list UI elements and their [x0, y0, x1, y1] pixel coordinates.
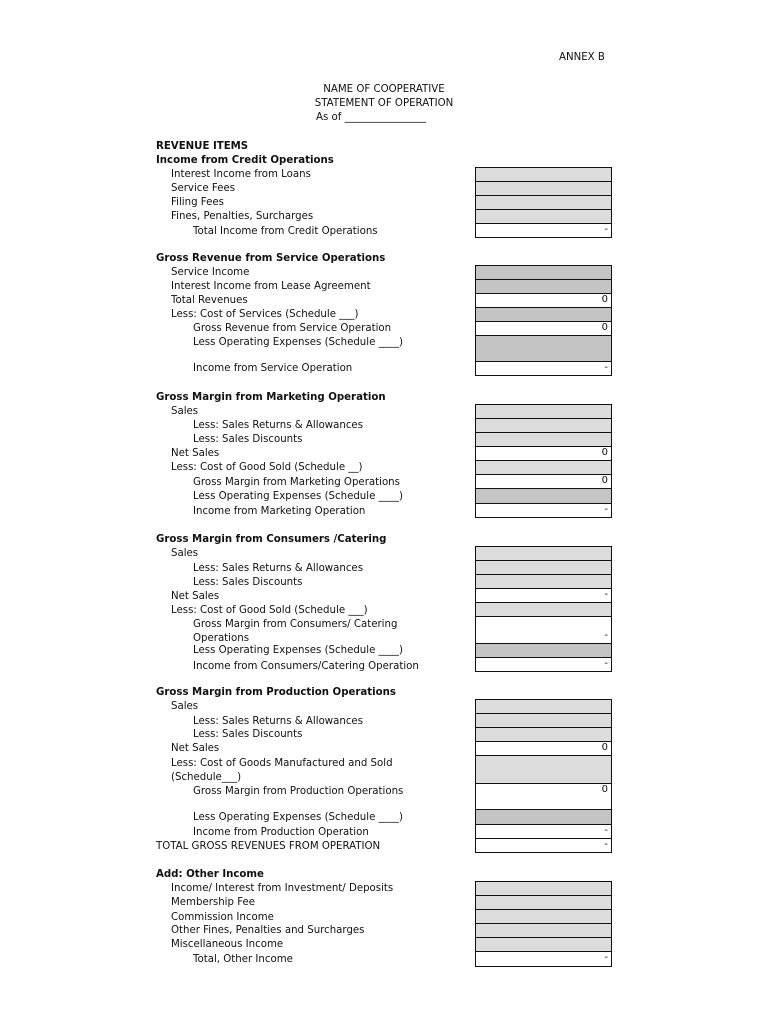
marketing-section-title: Gross Margin from Marketing Operation [156, 392, 386, 403]
consumers-section-title: Gross Margin from Consumers /Catering [156, 534, 387, 545]
service-income-cell[interactable] [475, 265, 612, 280]
total-gross-revenues-label: TOTAL GROSS REVENUES FROM OPERATION [156, 841, 381, 852]
consumers-discounts-cell[interactable] [475, 574, 612, 589]
statement-title: STATEMENT OF OPERATION [314, 98, 454, 109]
as-of-line: As of ________________ [316, 112, 427, 123]
production-net-sales-cell[interactable]: 0 [475, 741, 612, 756]
consumers-gross-label-2: Operations [193, 633, 250, 644]
production-returns-label: Less: Sales Returns & Allowances [193, 716, 364, 727]
consumers-sales-label: Sales [171, 548, 199, 559]
marketing-net-sales-cell[interactable]: 0 [475, 446, 612, 461]
credit-service-fees-label: Service Fees [171, 183, 236, 194]
consumers-returns-cell[interactable] [475, 560, 612, 575]
consumers-cogs-cell[interactable] [475, 602, 612, 617]
other-total-cell[interactable]: - [475, 951, 612, 967]
credit-filing-fees-label: Filing Fees [171, 197, 224, 208]
other-investment-label: Income/ Interest from Investment/ Deposits [171, 883, 394, 894]
consumers-cogs-label: Less: Cost of Good Sold (Schedule ___) [171, 605, 368, 616]
production-returns-cell[interactable] [475, 713, 612, 728]
other-membership-label: Membership Fee [171, 897, 256, 908]
marketing-opex-label: Less Operating Expenses (Schedule ____) [193, 491, 403, 502]
marketing-cogs-label: Less: Cost of Good Sold (Schedule __) [171, 462, 363, 473]
production-sales-label: Sales [171, 701, 199, 712]
revenue-items-heading: REVENUE ITEMS [156, 141, 249, 152]
consumers-opex-label: Less Operating Expenses (Schedule ____) [193, 645, 403, 656]
service-cost-cell[interactable] [475, 307, 612, 322]
consumers-net-sales-cell[interactable]: - [475, 588, 612, 603]
marketing-net-sales-label: Net Sales [171, 448, 220, 459]
consumers-income-cell[interactable]: - [475, 657, 612, 672]
annex-label: ANNEX B [559, 52, 605, 63]
other-misc-label: Miscellaneous Income [171, 939, 284, 950]
consumers-opex-cell[interactable] [475, 643, 612, 658]
credit-interest-label: Interest Income from Loans [171, 169, 311, 180]
marketing-sales-cell[interactable] [475, 404, 612, 419]
production-opex-label: Less Operating Expenses (Schedule ____) [193, 812, 403, 823]
marketing-income-label: Income from Marketing Operation [193, 506, 366, 517]
other-commission-cell[interactable] [475, 909, 612, 924]
production-sales-cell[interactable] [475, 699, 612, 714]
service-income-label: Service Income [171, 267, 250, 278]
service-total-revenues-label: Total Revenues [171, 295, 248, 306]
consumers-gross-label-1: Gross Margin from Consumers/ Catering [193, 619, 398, 630]
consumers-gross-cell[interactable]: - [475, 616, 612, 644]
service-lease-cell[interactable] [475, 279, 612, 294]
production-gross-cell[interactable]: 0 [475, 783, 612, 810]
production-section-title: Gross Margin from Production Operations [156, 687, 396, 698]
marketing-gross-cell[interactable]: 0 [475, 474, 612, 489]
marketing-discounts-label: Less: Sales Discounts [193, 434, 303, 445]
production-net-sales-label: Net Sales [171, 743, 220, 754]
marketing-opex-cell[interactable] [475, 488, 612, 504]
total-gross-revenues-cell[interactable]: - [475, 838, 612, 853]
other-investment-cell[interactable] [475, 881, 612, 896]
credit-total-label: Total Income from Credit Operations [193, 226, 378, 237]
credit-total-cell[interactable]: - [475, 223, 612, 238]
consumers-net-sales-label: Net Sales [171, 591, 220, 602]
credit-filing-fees-cell[interactable] [475, 195, 612, 210]
service-income-result-label: Income from Service Operation [193, 363, 353, 374]
production-cogs-label-1: Less: Cost of Goods Manufactured and Sold [171, 758, 393, 769]
marketing-income-cell[interactable]: - [475, 503, 612, 518]
credit-service-fees-cell[interactable] [475, 181, 612, 196]
credit-section-title: Income from Credit Operations [156, 155, 334, 166]
production-discounts-cell[interactable] [475, 727, 612, 742]
other-income-title: Add: Other Income [156, 869, 264, 880]
credit-fines-cell[interactable] [475, 209, 612, 224]
service-gross-label: Gross Revenue from Service Operation [193, 323, 392, 334]
other-membership-cell[interactable] [475, 895, 612, 910]
other-commission-label: Commission Income [171, 912, 274, 923]
marketing-discounts-cell[interactable] [475, 432, 612, 447]
other-total-label: Total, Other Income [193, 954, 293, 965]
marketing-gross-label: Gross Margin from Marketing Operations [193, 477, 400, 488]
production-opex-cell[interactable] [475, 809, 612, 825]
production-discounts-label: Less: Sales Discounts [193, 729, 303, 740]
consumers-sales-cell[interactable] [475, 546, 612, 561]
marketing-cogs-cell[interactable] [475, 460, 612, 475]
service-section-title: Gross Revenue from Service Operations [156, 253, 386, 264]
credit-fines-label: Fines, Penalties, Surcharges [171, 211, 314, 222]
marketing-returns-label: Less: Sales Returns & Allowances [193, 420, 364, 431]
other-fines-cell[interactable] [475, 923, 612, 938]
consumers-discounts-label: Less: Sales Discounts [193, 577, 303, 588]
marketing-returns-cell[interactable] [475, 418, 612, 433]
service-cost-label: Less: Cost of Services (Schedule ___) [171, 309, 359, 320]
service-income-result-cell[interactable]: - [475, 361, 612, 376]
other-misc-cell[interactable] [475, 937, 612, 952]
production-cogs-label-2: (Schedule___) [171, 772, 242, 783]
service-lease-label: Interest Income from Lease Agreement [171, 281, 371, 292]
service-gross-cell[interactable]: 0 [475, 321, 612, 336]
production-gross-label: Gross Margin from Production Operations [193, 786, 404, 797]
service-opex-cell[interactable] [475, 335, 612, 362]
production-cogs-cell[interactable] [475, 755, 612, 784]
production-income-cell[interactable]: - [475, 824, 612, 839]
marketing-sales-label: Sales [171, 406, 199, 417]
other-fines-label: Other Fines, Penalties and Surcharges [171, 925, 365, 936]
consumers-returns-label: Less: Sales Returns & Allowances [193, 563, 364, 574]
service-opex-label: Less Operating Expenses (Schedule ____) [193, 337, 403, 348]
production-income-label: Income from Production Operation [193, 827, 369, 838]
consumers-income-label: Income from Consumers/Catering Operation [193, 661, 419, 672]
service-total-revenues-cell[interactable]: 0 [475, 293, 612, 308]
cooperative-name: NAME OF COOPERATIVE [323, 84, 445, 95]
credit-interest-cell[interactable] [475, 167, 612, 182]
